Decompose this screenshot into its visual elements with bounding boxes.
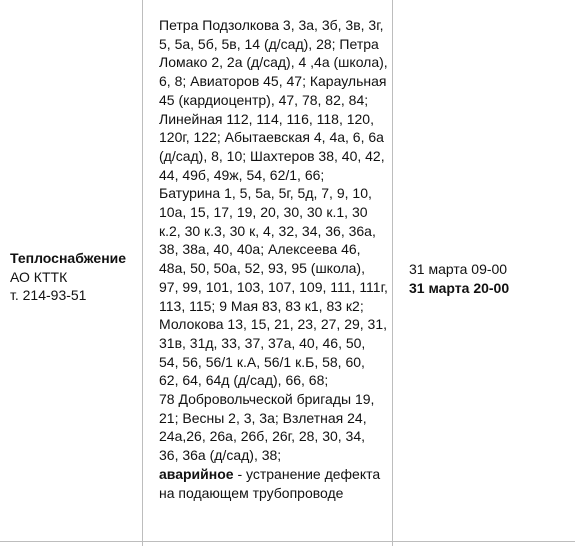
address-line: (д/сад), 8, 10; Шахтеров 38, 40, 42,	[159, 147, 385, 164]
service-title: Теплоснабжение	[10, 250, 127, 266]
address-line: Батурина 1, 5, 5а, 5г, 5д, 7, 9, 10,	[159, 185, 372, 202]
addresses-cell	[159, 16, 394, 502]
address-line: Молокова 13, 15, 21, 23, 27, 29, 31,	[159, 316, 388, 333]
period-end: 31 марта 20-00	[409, 279, 510, 296]
address-line: 38, 38а, 40, 40а; Алексеева 46,	[159, 241, 361, 258]
row-divider	[0, 541, 575, 542]
address-line: 54, 56, 56/1 к.А, 56/1 к.Б, 58, 60,	[159, 353, 365, 370]
emergency-label: аварийное	[159, 465, 234, 482]
service-phone: т. 214-93-51	[10, 287, 87, 304]
emergency-note	[159, 465, 394, 484]
service-cell	[10, 249, 135, 305]
address-line: Линейная 112, 114, 116, 118, 120,	[159, 110, 374, 127]
emergency-text: - устранение дефекта	[233, 465, 381, 482]
period-cell	[409, 260, 569, 297]
address-line: 5, 5а, 5б, 5в, 14 (д/сад), 28; Петра	[159, 35, 379, 52]
address-line: 48а, 50, 50а, 52, 93, 95 (школа),	[159, 260, 365, 277]
address-line: 44, 49б, 49ж, 54, 62/1, 66;	[159, 166, 325, 183]
emergency-text-continued: на подающем трубопроводе	[159, 484, 344, 501]
address-line: 113, 115; 9 Мая 83, 83 к1, 83 к2;	[159, 297, 364, 314]
address-line: 6, 8; Авиаторов 45, 47; Караульная	[159, 73, 387, 90]
address-line: 10а, 15, 17, 19, 20, 30, 30 к.1, 30	[159, 204, 368, 221]
address-line: 45 (кардиоцентр), 47, 78, 82, 84;	[159, 91, 369, 108]
address-line: 21; Весны 2, 3, 3а; Взлетная 24,	[159, 409, 367, 426]
address-line: Петра Подзолкова 3, 3а, 3б, 3в, 3г,	[159, 17, 384, 33]
period-start: 31 марта 09-00	[409, 261, 508, 277]
service-company: АО КТТК	[10, 268, 68, 285]
address-line: 36, 36а (д/сад), 38;	[159, 447, 282, 464]
address-line: 24а,26, 26а, 26б, 26г, 28, 30, 34,	[159, 428, 366, 445]
address-line: к.2, 30 к.3, 30 к, 4, 32, 34, 36, 36а,	[159, 222, 376, 239]
address-line: 97, 99, 101, 103, 107, 109, 111, 111г,	[159, 278, 388, 295]
address-line: 31в, 31д, 33, 37, 37а, 40, 46, 50,	[159, 334, 366, 351]
address-line: 62, 64, 64д (д/сад), 66, 68;	[159, 372, 329, 389]
address-line: 120г, 122; Абытаевская 4, 4а, 6, 6а	[159, 129, 384, 146]
address-list	[159, 16, 394, 465]
address-line: Ломако 2, 2а (д/сад), 4 ,4а (школа),	[159, 54, 388, 71]
column-divider	[142, 0, 143, 546]
address-line: 78 Добровольческой бригады 19,	[159, 391, 375, 408]
